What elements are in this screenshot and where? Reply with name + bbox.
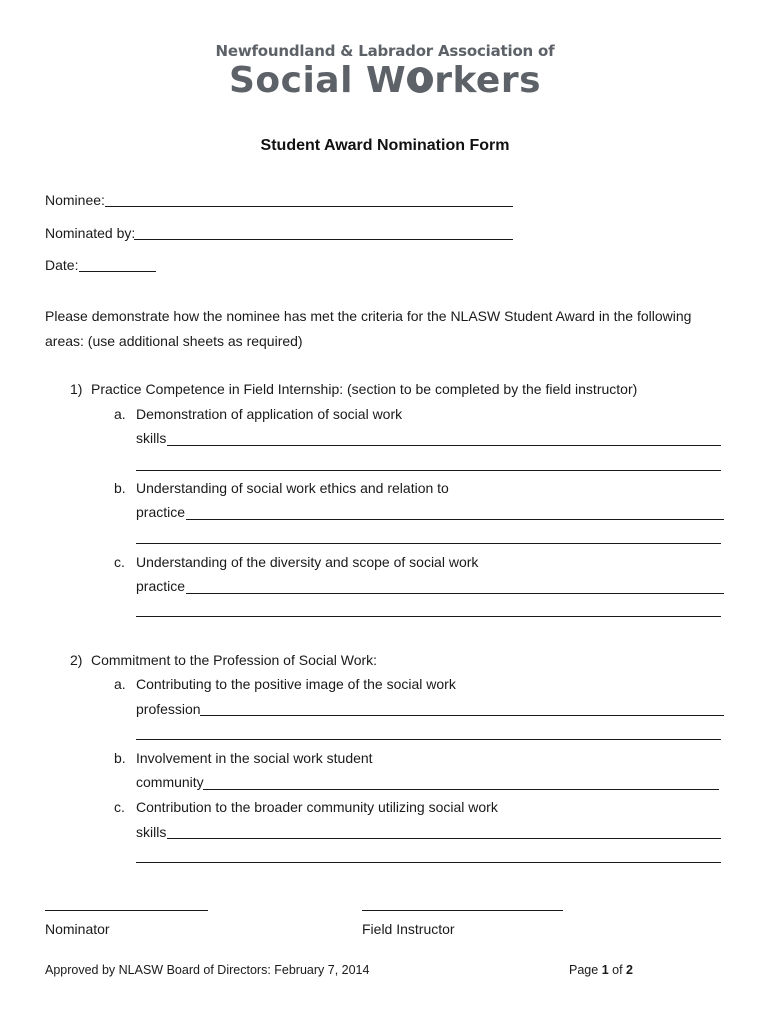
section1-item-b-text: Understanding of social work ethics and relation to: [136, 480, 449, 496]
nominated-by-field[interactable]: [134, 239, 513, 240]
section1-item-b-text-2: practice: [136, 504, 186, 520]
nominator-signature-line[interactable]: [45, 910, 208, 911]
field-instructor-label: Field Instructor: [362, 921, 455, 937]
nominated-by-label: Nominated by:: [45, 225, 136, 241]
section2-item-a-letter: a.: [114, 676, 126, 692]
section1-number: 1): [70, 381, 83, 397]
page-number: [569, 963, 633, 977]
section2-item-b-letter: b.: [114, 750, 126, 766]
page-current: 1: [601, 963, 609, 977]
field-instructor-signature-line[interactable]: [362, 910, 563, 911]
logo-text-part1: Social W: [228, 60, 407, 101]
section2-item-c-letter: c.: [114, 799, 125, 815]
section1-item-c-letter: c.: [114, 554, 125, 570]
intro-line-1: Please demonstrate how the nominee has met the criteria for the NLASW Student Award in the following: [45, 308, 692, 324]
section2-number: 2): [70, 652, 83, 668]
section2-item-a-field[interactable]: [200, 715, 724, 716]
section1-item-a-letter: a.: [114, 406, 126, 422]
section2-item-a-text: Contributing to the positive image of the social work: [136, 676, 456, 692]
section1-item-a-field-2[interactable]: [136, 470, 721, 471]
section2-item-b-field[interactable]: [203, 789, 719, 790]
section1-item-a-field[interactable]: [167, 445, 721, 446]
section1-item-a-text: Demonstration of application of social work: [136, 406, 403, 422]
section2-item-c-text: Contribution to the broader community utilizing social work: [136, 799, 498, 815]
section1-item-b-field-2[interactable]: [136, 543, 721, 544]
page-word: Page: [569, 963, 599, 977]
section2-item-a-field-2[interactable]: [136, 739, 721, 740]
organization-name: Newfoundland & Labrador Association of: [215, 42, 555, 60]
date-field[interactable]: [79, 271, 156, 272]
section1-item-b-field[interactable]: [186, 519, 724, 520]
section2-item-c-field-2[interactable]: [136, 862, 721, 863]
section1-item-c-text-2: practice: [136, 578, 186, 594]
approval-note: Approved by NLASW Board of Directors: February 7, 2014: [45, 963, 370, 977]
nominator-label: Nominator: [45, 921, 110, 937]
section2-title: Commitment to the Profession of Social Work:: [91, 652, 378, 668]
section2-item-b-text-2: community: [136, 774, 204, 790]
page-total: 2: [626, 963, 633, 977]
nominee-label: Nominee:: [45, 192, 105, 208]
nominee-field[interactable]: [105, 206, 513, 207]
form-title: Student Award Nomination Form: [260, 137, 510, 154]
section2-item-c-field[interactable]: [167, 838, 721, 839]
page-of: of: [612, 963, 623, 977]
logo-leaf-icon: [407, 67, 433, 93]
logo-text-part2: rkers: [434, 60, 542, 101]
section1-item-c-field-2[interactable]: [136, 616, 721, 617]
date-label: Date:: [45, 257, 79, 273]
intro-line-2: areas: (use additional sheets as required): [45, 333, 303, 349]
section2-item-c-text-2: skills: [136, 824, 167, 840]
logo-wordmark: [0, 60, 770, 101]
section1-item-c-field[interactable]: [186, 593, 724, 594]
section1-item-b-letter: b.: [114, 480, 126, 496]
section2-item-a-text-2: profession: [136, 701, 201, 717]
section1-item-a-text-2: skills: [136, 430, 167, 446]
section1-item-c-text: Understanding of the diversity and scope of social work: [136, 554, 479, 570]
section1-title: Practice Competence in Field Internship: (section to be completed by the field instructor): [91, 381, 638, 397]
section2-item-b-text: Involvement in the social work student: [136, 750, 373, 766]
